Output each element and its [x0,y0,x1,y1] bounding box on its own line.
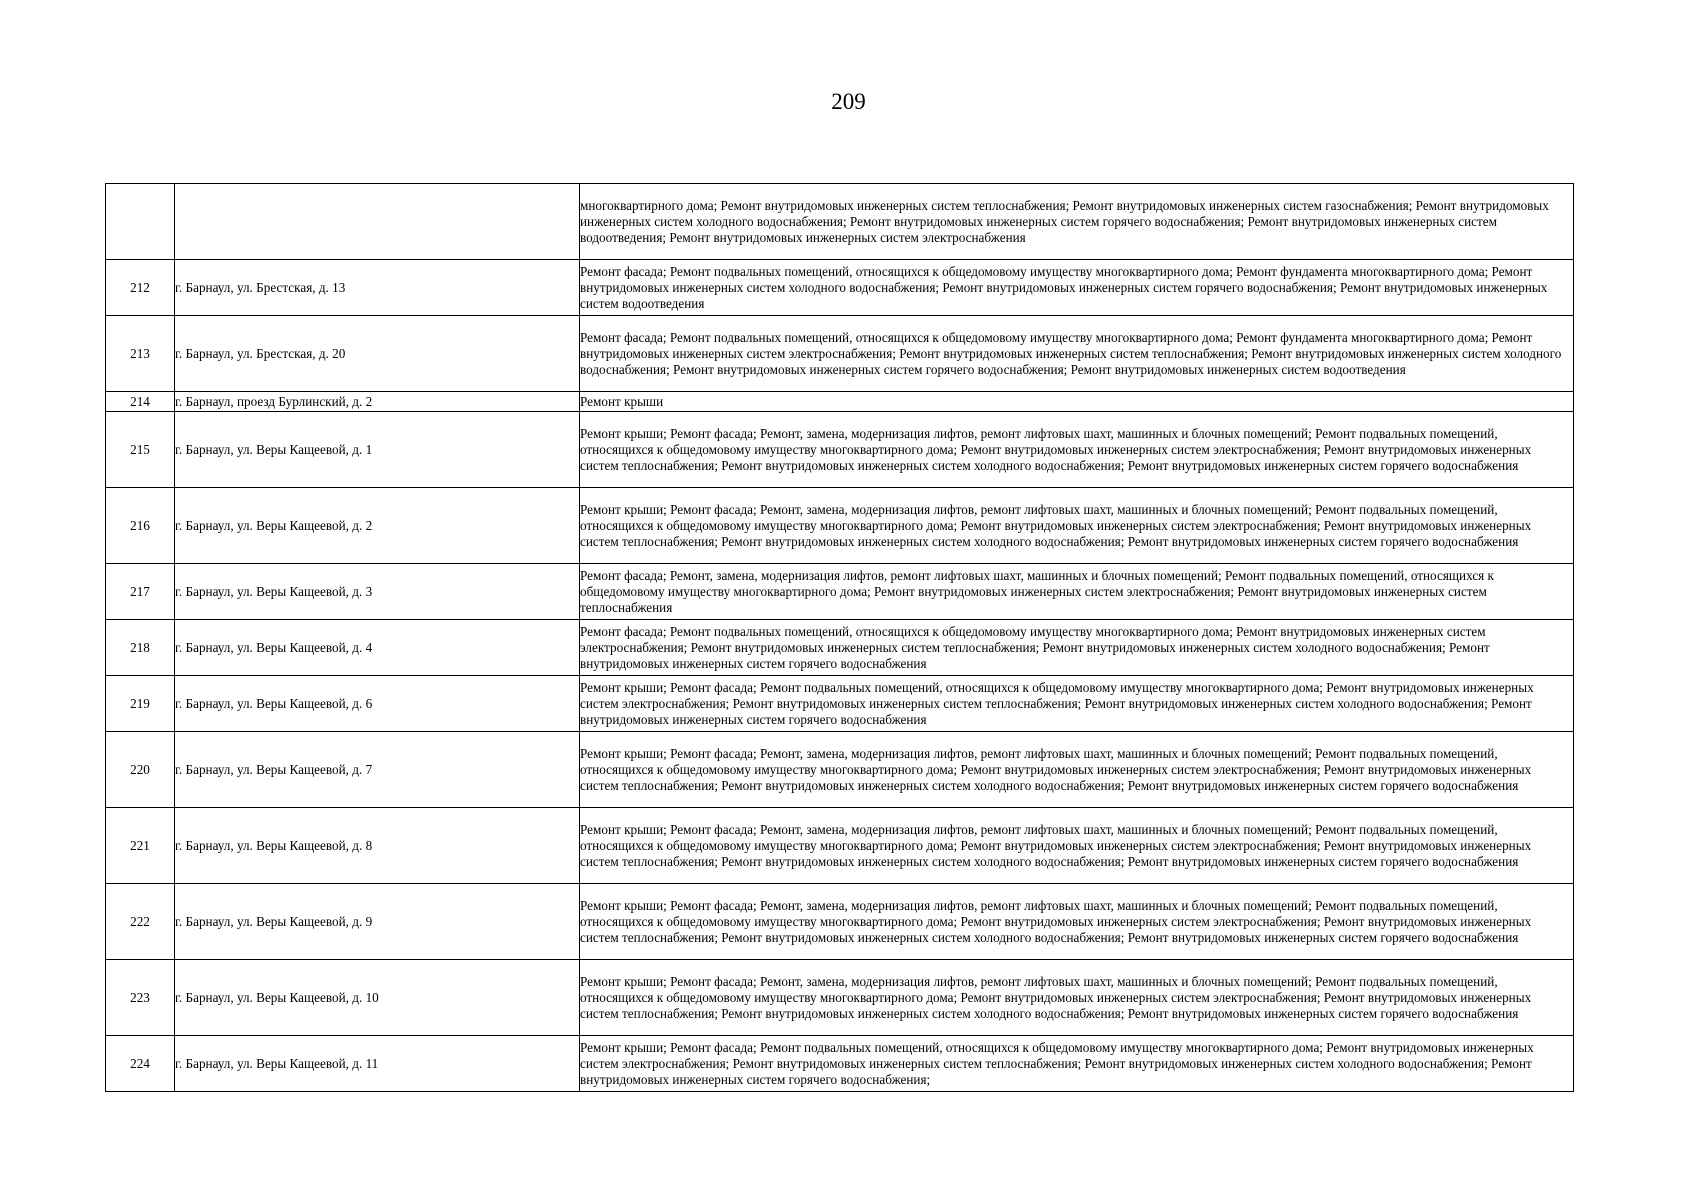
table-row [106,1036,1574,1092]
row-number [106,184,175,260]
row-address: г. Барнаул, ул. Веры Кащеевой, д. 9 [175,884,580,960]
table-row [106,884,1574,960]
row-works: Ремонт крыши [580,392,1574,412]
row-address: г. Барнаул, ул. Веры Кащеевой, д. 3 [175,564,580,620]
table-row [106,564,1574,620]
row-works: Ремонт крыши; Ремонт фасада; Ремонт, замена, модернизация лифтов, ремонт лифтовых шахт, машинных и блочных помещений; Ремонт подвальных помещений, относящихся к общедомовому имуществу многоквартирного дома; Ремонт внутридомовых инженерных систем электроснабжения; Ремонт внутридомовых инженерных систем теплоснабжения; Ремонт внутридомовых инженерных систем холодного водоснабжения; Ремонт внутридомовых инженерных систем горячего водоснабжения [580,884,1574,960]
row-works: Ремонт крыши; Ремонт фасада; Ремонт, замена, модернизация лифтов, ремонт лифтовых шахт, машинных и блочных помещений; Ремонт подвальных помещений, относящихся к общедомовому имуществу многоквартирного дома; Ремонт внутридомовых инженерных систем электроснабжения; Ремонт внутридомовых инженерных систем теплоснабжения; Ремонт внутридомовых инженерных систем холодного водоснабжения; Ремонт внутридомовых инженерных систем горячего водоснабжения [580,732,1574,808]
table-row [106,676,1574,732]
row-number: 212 [106,260,175,316]
row-works: многоквартирного дома; Ремонт внутридомовых инженерных систем теплоснабжения; Ремонт внутридомовых инженерных систем газоснабжения; Ремонт внутридомовых инженерных систем холодного водоснабжения; Ремонт внутридомовых инженерных систем горячего водоснабжения; Ремонт внутридомовых инженерных систем водоотведения; Ремонт внутридомовых инженерных систем электроснабжения [580,184,1574,260]
repair-works-table [105,183,1574,1092]
row-address: г. Барнаул, ул. Веры Кащеевой, д. 2 [175,488,580,564]
table-row [106,260,1574,316]
row-number: 221 [106,808,175,884]
table-row [106,808,1574,884]
table-row [106,392,1574,412]
table-row [106,184,1574,260]
row-works: Ремонт крыши; Ремонт фасада; Ремонт подвальных помещений, относящихся к общедомовому имуществу многоквартирного дома; Ремонт внутридомовых инженерных систем электроснабжения; Ремонт внутридомовых инженерных систем теплоснабжения; Ремонт внутридомовых инженерных систем холодного водоснабжения; Ремонт внутридомовых инженерных систем горячего водоснабжения [580,676,1574,732]
row-number: 213 [106,316,175,392]
row-number: 220 [106,732,175,808]
row-number: 223 [106,960,175,1036]
row-works: Ремонт крыши; Ремонт фасада; Ремонт подвальных помещений, относящихся к общедомовому имуществу многоквартирного дома; Ремонт внутридомовых инженерных систем электроснабжения; Ремонт внутридомовых инженерных систем теплоснабжения; Ремонт внутридомовых инженерных систем холодного водоснабжения; Ремонт внутридомовых инженерных систем горячего водоснабжения; [580,1036,1574,1092]
table-row [106,732,1574,808]
row-number: 222 [106,884,175,960]
row-address: г. Барнаул, ул. Веры Кащеевой, д. 4 [175,620,580,676]
row-address: г. Барнаул, ул. Веры Кащеевой, д. 11 [175,1036,580,1092]
row-number: 216 [106,488,175,564]
row-number: 215 [106,412,175,488]
row-works: Ремонт крыши; Ремонт фасада; Ремонт, замена, модернизация лифтов, ремонт лифтовых шахт, машинных и блочных помещений; Ремонт подвальных помещений, относящихся к общедомовому имуществу многоквартирного дома; Ремонт внутридомовых инженерных систем электроснабжения; Ремонт внутридомовых инженерных систем теплоснабжения; Ремонт внутридомовых инженерных систем холодного водоснабжения; Ремонт внутридомовых инженерных систем горячего водоснабжения [580,488,1574,564]
row-works: Ремонт фасада; Ремонт подвальных помещений, относящихся к общедомовому имуществу многоквартирного дома; Ремонт фундамента многоквартирного дома; Ремонт внутридомовых инженерных систем электроснабжения; Ремонт внутридомовых инженерных систем теплоснабжения; Ремонт внутридомовых инженерных систем холодного водоснабжения; Ремонт внутридомовых инженерных систем горячего водоснабжения; Ремонт внутридомовых инженерных систем водоотведения [580,316,1574,392]
row-address: г. Барнаул, ул. Брестская, д. 13 [175,260,580,316]
row-number: 224 [106,1036,175,1092]
table-row [106,488,1574,564]
row-address: г. Барнаул, ул. Веры Кащеевой, д. 8 [175,808,580,884]
row-address [175,184,580,260]
page-number: 209 [831,89,866,114]
row-address: г. Барнаул, ул. Веры Кащеевой, д. 7 [175,732,580,808]
table-row [106,620,1574,676]
row-number: 218 [106,620,175,676]
row-number: 214 [106,392,175,412]
row-address: г. Барнаул, ул. Веры Кащеевой, д. 6 [175,676,580,732]
row-works: Ремонт крыши; Ремонт фасада; Ремонт, замена, модернизация лифтов, ремонт лифтовых шахт, машинных и блочных помещений; Ремонт подвальных помещений, относящихся к общедомовому имуществу многоквартирного дома; Ремонт внутридомовых инженерных систем электроснабжения; Ремонт внутридомовых инженерных систем теплоснабжения; Ремонт внутридомовых инженерных систем холодного водоснабжения; Ремонт внутридомовых инженерных систем горячего водоснабжения [580,412,1574,488]
table-row [106,316,1574,392]
row-number: 217 [106,564,175,620]
row-address: г. Барнаул, ул. Веры Кащеевой, д. 10 [175,960,580,1036]
table-row [106,412,1574,488]
table-row [106,960,1574,1036]
row-works: Ремонт крыши; Ремонт фасада; Ремонт, замена, модернизация лифтов, ремонт лифтовых шахт, машинных и блочных помещений; Ремонт подвальных помещений, относящихся к общедомовому имуществу многоквартирного дома; Ремонт внутридомовых инженерных систем электроснабжения; Ремонт внутридомовых инженерных систем теплоснабжения; Ремонт внутридомовых инженерных систем холодного водоснабжения; Ремонт внутридомовых инженерных систем горячего водоснабжения [580,808,1574,884]
row-address: г. Барнаул, ул. Веры Кащеевой, д. 1 [175,412,580,488]
row-number: 219 [106,676,175,732]
row-address: г. Барнаул, проезд Бурлинский, д. 2 [175,392,580,412]
row-works: Ремонт фасада; Ремонт, замена, модернизация лифтов, ремонт лифтовых шахт, машинных и блочных помещений; Ремонт подвальных помещений, относящихся к общедомовому имуществу многоквартирного дома; Ремонт внутридомовых инженерных систем электроснабжения; Ремонт внутридомовых инженерных систем теплоснабжения [580,564,1574,620]
row-works: Ремонт крыши; Ремонт фасада; Ремонт, замена, модернизация лифтов, ремонт лифтовых шахт, машинных и блочных помещений; Ремонт подвальных помещений, относящихся к общедомовому имуществу многоквартирного дома; Ремонт внутридомовых инженерных систем электроснабжения; Ремонт внутридомовых инженерных систем теплоснабжения; Ремонт внутридомовых инженерных систем холодного водоснабжения; Ремонт внутридомовых инженерных систем горячего водоснабжения [580,960,1574,1036]
row-works: Ремонт фасада; Ремонт подвальных помещений, относящихся к общедомовому имуществу многоквартирного дома; Ремонт фундамента многоквартирного дома; Ремонт внутридомовых инженерных систем холодного водоснабжения; Ремонт внутридомовых инженерных систем горячего водоснабжения; Ремонт внутридомовых инженерных систем водоотведения [580,260,1574,316]
row-works: Ремонт фасада; Ремонт подвальных помещений, относящихся к общедомовому имуществу многоквартирного дома; Ремонт внутридомовых инженерных систем электроснабжения; Ремонт внутридомовых инженерных систем теплоснабжения; Ремонт внутридомовых инженерных систем холодного водоснабжения; Ремонт внутридомовых инженерных систем горячего водоснабжения [580,620,1574,676]
row-address: г. Барнаул, ул. Брестская, д. 20 [175,316,580,392]
